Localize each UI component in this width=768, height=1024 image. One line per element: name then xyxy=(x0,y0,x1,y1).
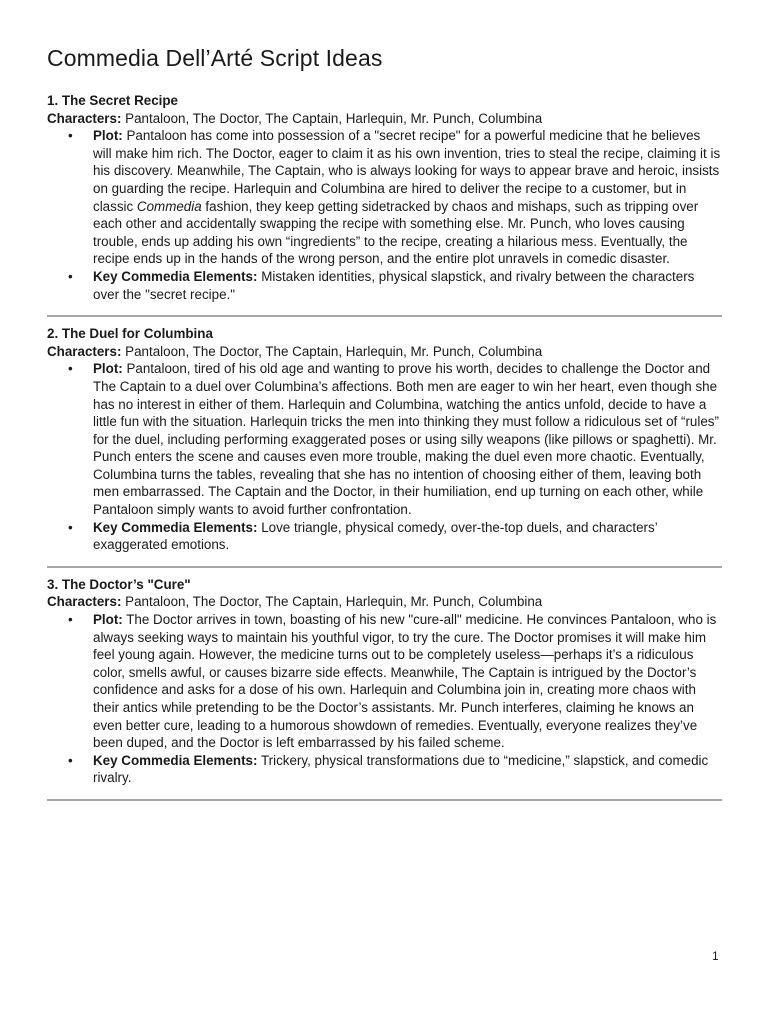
document-page xyxy=(47,44,722,809)
section-bullets xyxy=(47,127,722,303)
plot-bullet xyxy=(93,360,722,518)
section-bullets xyxy=(47,611,722,787)
elements-bullet xyxy=(93,519,722,554)
section-heading: 1. The Secret Recipe xyxy=(47,93,178,108)
plot-bullet xyxy=(93,127,722,268)
elements-label: Key Commedia Elements: xyxy=(93,752,258,768)
script-idea-section xyxy=(47,576,722,787)
characters-line xyxy=(47,110,722,128)
characters-label: Characters: xyxy=(47,343,122,359)
document-title: Commedia Dell’Arté Script Ideas xyxy=(47,45,383,71)
plot-text: Pantaloon, tired of his old age and wanting to prove his worth, decides to challenge the Doctor and The Captain to a duel over Columbina’s affections. Both men are eager to win her heart, even though she has no interest in either of them. Harlequin and Columbina, watching the antics unfold, decide to have a little fun with the situation. Harlequin tricks the men into thinking they must follow a ridiculous set of “rules” for the duel, including performing exaggerated poses or using silly weapons (like pillows or spaghetti). Mr. Punch enters the scene and causes even more trouble, making the duel even more chaotic. Eventually, Columbina turns the tables, revealing that she has no intention of choosing either of them, leaving both men embarrassed. The Captain and the Doctor, in their humiliation, end up turning on each other, while Pantaloon simply wants to avoid further confrontation. xyxy=(93,361,719,518)
section-bullets xyxy=(47,360,722,554)
plot-label: Plot: xyxy=(93,361,123,377)
plot-italic-text: Commedia xyxy=(136,198,202,214)
characters-list: Pantaloon, The Doctor, The Captain, Harlequin, Mr. Punch, Columbina xyxy=(125,110,543,126)
elements-text: Trickery, physical transformations due to “medicine,” slapstick, and comedic rivalry. xyxy=(93,752,709,786)
elements-bullet xyxy=(93,268,722,303)
elements-label: Key Commedia Elements: xyxy=(93,519,258,535)
section-heading: 3. The Doctor’s "Cure" xyxy=(47,576,191,592)
elements-text: Love triangle, physical comedy, over-the-top duels, and characters’ exaggerated emotions. xyxy=(93,519,658,553)
plot-text: The Doctor arrives in town, boasting of his new "cure-all" medicine. He convinces Pantaloon, who is always seeking ways to maintain his youthful vigor, to try the cure. The Doctor promises it will make him feel young again. However, the medicine turns out to be completely useless—perhaps it’s a ridiculous color, smells awful, or causes bizarre side effects. Meanwhile, The Captain is intrigued by the Doctor’s confidence and asks for a dose of his own. Harlequin and Columbina join in, creating more chaos with their antics while pretending to be the Doctor’s assistants. Mr. Punch interferes, claiming he knows an even better cure, leading to a humorous showdown of remedies. Eventually, everyone realizes they’ve been duped, and the Doctor is left embarrassed by his failed scheme. xyxy=(93,612,717,751)
elements-text: Mistaken identities, physical slapstick, and rivalry between the characters over the "secret recipe." xyxy=(93,268,695,302)
section-heading: 2. The Duel for Columbina xyxy=(47,326,213,342)
plot-text-continued: fashion, they keep getting sidetracked by chaos and mishaps, such as tripping over each other and accidentally swapping the recipe with something else. Mr. Punch, who loves causing trouble, ends up adding his own “ingredients” to the recipe, creating a hilarious mess. Eventually, the recipe ends up in the hands of the wrong person, and the entire plot unravels in comedic disaster. xyxy=(93,198,699,267)
plot-bullet xyxy=(93,611,722,752)
characters-label: Characters: xyxy=(47,110,122,126)
elements-label: Key Commedia Elements: xyxy=(93,268,258,284)
section-divider xyxy=(47,315,722,317)
characters-line xyxy=(47,593,722,611)
section-divider xyxy=(47,566,722,568)
plot-label: Plot: xyxy=(93,612,123,628)
plot-text: Pantaloon has come into possession of a "secret recipe" for a powerful medicine that he believes will make him rich. The Doctor, eager to claim it as his own invention, tries to steal the recipe, claiming it is his discovery. Meanwhile, The Captain, who is always looking for ways to appear brave and heroic, insists on guarding the recipe. Harlequin and Columbina are hired to deliver the recipe to a customer, but in classic xyxy=(93,128,721,214)
section-divider xyxy=(47,799,722,801)
script-idea-section xyxy=(47,92,722,303)
characters-list: Pantaloon, The Doctor, The Captain, Harlequin, Mr. Punch, Columbina xyxy=(125,594,543,610)
characters-line xyxy=(47,343,722,361)
characters-list: Pantaloon, The Doctor, The Captain, Harlequin, Mr. Punch, Columbina xyxy=(125,343,543,359)
plot-label: Plot: xyxy=(93,128,123,144)
characters-label: Characters: xyxy=(47,594,122,610)
elements-bullet xyxy=(93,752,722,787)
script-idea-section xyxy=(47,325,722,554)
page-number: 1 xyxy=(712,949,719,963)
